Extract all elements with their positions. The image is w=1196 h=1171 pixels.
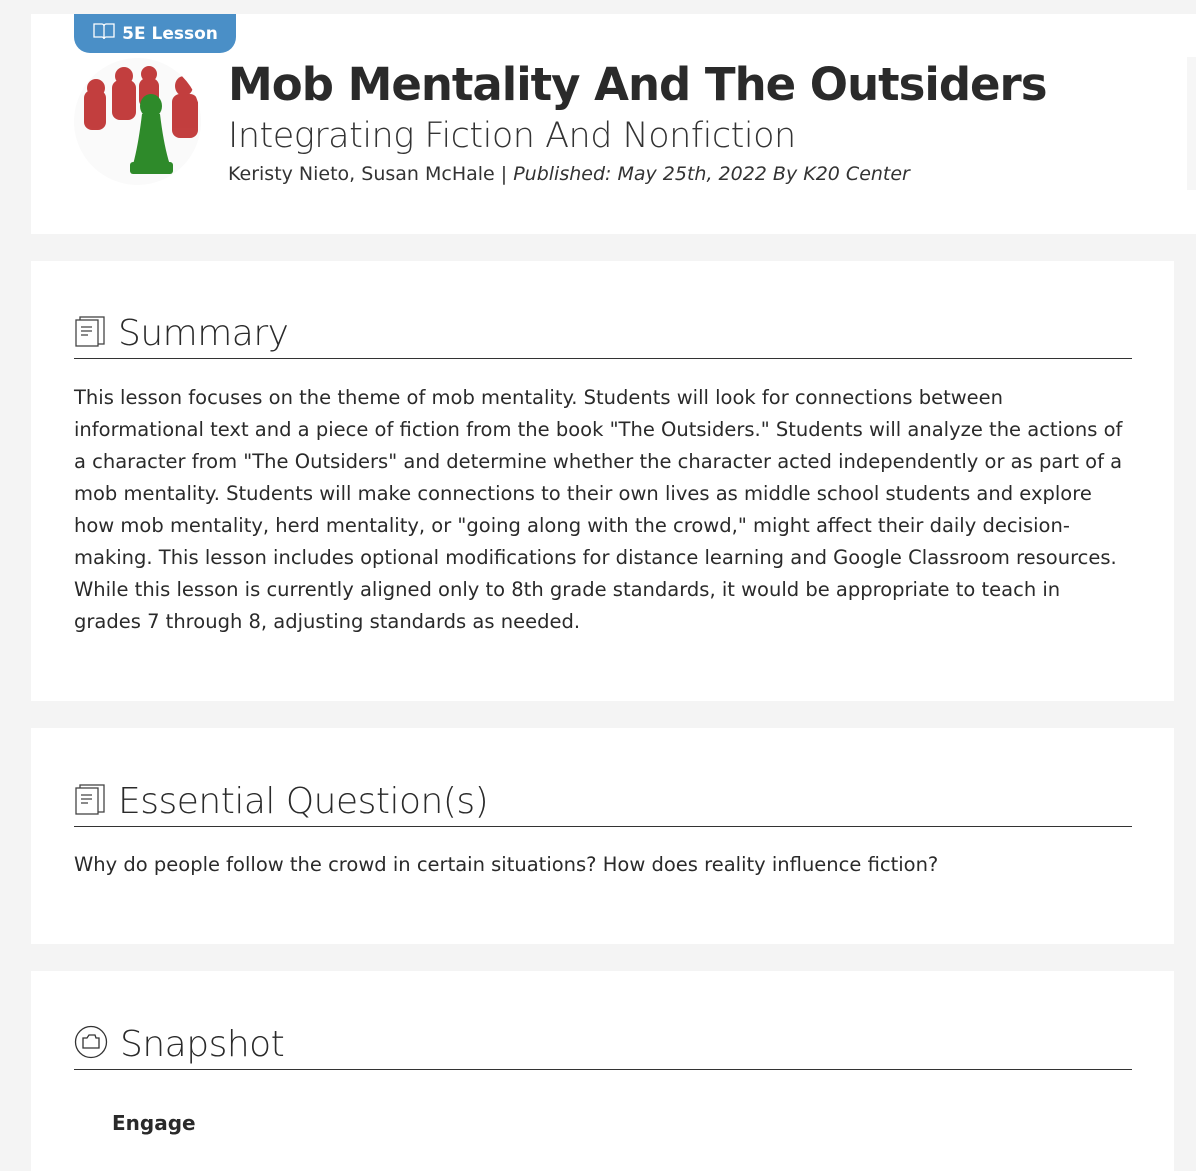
- lesson-thumbnail: [74, 58, 201, 185]
- essential-questions-text: Why do people follow the crowd in certain situations? How does reality influence fiction?: [74, 853, 939, 876]
- book-icon: [92, 21, 116, 46]
- byline-separator: |: [494, 163, 514, 185]
- document-icon: [74, 315, 106, 351]
- snapshot-card: [31, 971, 1174, 1171]
- essential-questions-header: [74, 776, 1132, 827]
- summary-header: [74, 308, 1132, 359]
- document-icon: [74, 783, 106, 819]
- essential-questions-heading: Essential Question(s): [118, 780, 489, 822]
- badge-label: 5E Lesson: [122, 23, 218, 44]
- summary-text: This lesson focuses on the theme of mob mentality. Students will look for connections between informational text and a piece of fiction from the book "The Outsiders." Students will analyze the actions of a character from "The Outsiders" and determine whether the character acted independently or as part of a mob mentality. Students will make connections to their own lives as middle school students and explore how mob mentality, herd mentality, or "going along with the crowd," might affect their daily decision-making. This lesson includes optional modifications for distance learning and Google Classroom resources. While this lesson is currently aligned only to 8th grade standards, it would be appropriate to teach in grades 7 through 8, adjusting standards as needed.: [74, 386, 1123, 633]
- lesson-type-badge: [74, 14, 236, 53]
- lesson-subtitle: Integrating Fiction And Nonfiction: [228, 116, 796, 156]
- published-info: Published: May 25th, 2022 By K20 Center: [513, 163, 910, 185]
- snapshot-header: [74, 1019, 1132, 1070]
- phase-engage-heading: Engage: [112, 1111, 196, 1135]
- lesson-byline: [228, 163, 910, 185]
- summary-card: [31, 261, 1174, 701]
- camera-icon: [74, 1025, 108, 1063]
- side-panel-edge: [1187, 57, 1196, 190]
- summary-heading: Summary: [118, 312, 289, 354]
- snapshot-heading: Snapshot: [120, 1023, 285, 1065]
- lesson-title: Mob Mentality And The Outsiders: [228, 58, 1047, 111]
- essential-questions-card: [31, 728, 1174, 944]
- authors: Keristy Nieto, Susan McHale: [228, 163, 495, 185]
